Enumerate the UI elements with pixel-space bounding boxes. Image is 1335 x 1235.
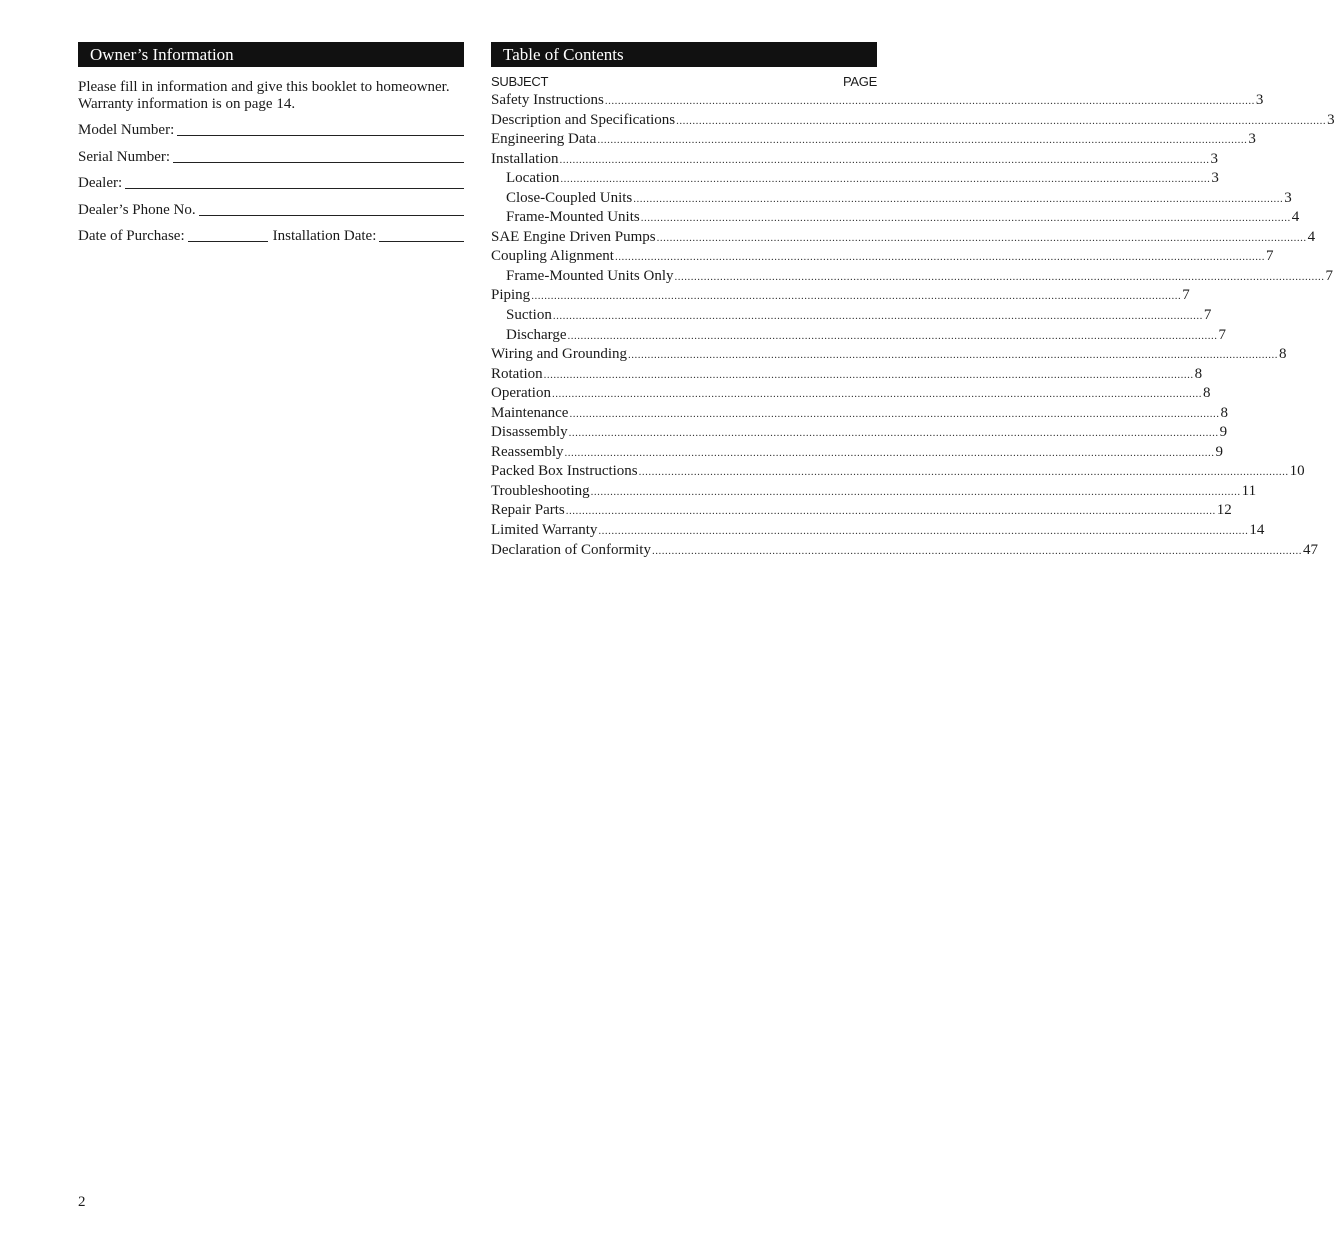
toc-entry[interactable]: Frame-Mounted Units Only ........................................................................................................................................................................................................ 7 — [506, 267, 1333, 284]
toc-entry[interactable]: Limited Warranty ........................................................................................................................................................................................................ 14 — [491, 522, 1265, 539]
owners-information-intro: Please fill in information and give this booklet to homeowner. Warranty information is on page 14. — [78, 79, 450, 112]
toc-entry[interactable]: Suction ........................................................................................................................................................................................................ 7 — [506, 307, 1212, 324]
toc-entry[interactable]: Packed Box Instructions ........................................................................................................................................................................................................ 10 — [491, 463, 1305, 480]
toc-entry[interactable]: Description and Specifications ........................................................................................................................................................................................................ 3 — [491, 111, 1335, 128]
model-number-line[interactable] — [177, 135, 464, 136]
serial-number-field[interactable] — [78, 149, 464, 166]
toc-entry[interactable]: Discharge ........................................................................................................................................................................................................ 7 — [506, 326, 1227, 343]
owners-information-title: Owner’s Information — [78, 42, 464, 67]
dates-field[interactable] — [78, 228, 464, 245]
toc-entry[interactable]: Operation ........................................................................................................................................................................................................ 8 — [491, 385, 1211, 402]
model-number-label: Model Number: — [78, 122, 175, 138]
toc-subject-header: SUBJECT — [491, 74, 549, 89]
installation-date-line[interactable] — [379, 241, 464, 242]
toc-entry[interactable]: Close-Coupled Units ........................................................................................................................................................................................................ 3 — [506, 189, 1292, 206]
toc-entry[interactable]: Disassembly ........................................................................................................................................................................................................ 9 — [491, 424, 1228, 441]
dealer-phone-field[interactable] — [78, 202, 464, 219]
table-of-contents-title: Table of Contents — [491, 42, 877, 67]
dealer-line[interactable] — [125, 188, 464, 189]
owner-fields — [78, 122, 464, 245]
toc-entry[interactable]: SAE Engine Driven Pumps ........................................................................................................................................................................................................ 4 — [491, 228, 1316, 245]
toc-entry[interactable]: Engineering Data ........................................................................................................................................................................................................ 3 — [491, 131, 1256, 148]
toc-entry[interactable]: Safety Instructions ........................................................................................................................................................................................................ 3 — [491, 92, 1264, 108]
owners-information-section — [78, 42, 464, 245]
toc-entry[interactable]: Wiring and Grounding ........................................................................................................................................................................................................ 8 — [491, 346, 1287, 363]
dealer-field[interactable] — [78, 175, 464, 192]
toc-entry[interactable]: Repair Parts ........................................................................................................................................................................................................ 12 — [491, 502, 1232, 519]
dealer-label: Dealer: — [78, 175, 123, 191]
page-number: 2 — [78, 1194, 86, 1210]
dealer-phone-label: Dealer’s Phone No. — [78, 201, 196, 218]
installation-date-label: Installation Date: — [272, 228, 377, 244]
toc-entry[interactable]: Maintenance ........................................................................................................................................................................................................ 8 — [491, 404, 1228, 421]
serial-number-label: Serial Number: — [78, 148, 171, 165]
toc-entry[interactable]: Location ........................................................................................................................................................................................................ 3 — [506, 170, 1219, 187]
toc-header-row — [491, 73, 877, 91]
toc-entry[interactable]: Installation ........................................................................................................................................................................................................ 3 — [491, 150, 1218, 167]
toc-entry[interactable]: Declaration of Conformity ........................................................................................................................................................................................................ 47 — [491, 541, 1318, 558]
toc-entry[interactable]: Rotation ........................................................................................................................................................................................................ 8 — [491, 365, 1203, 382]
toc-entry[interactable]: Reassembly ........................................................................................................................................................................................................ 9 — [491, 443, 1223, 460]
toc-entry[interactable]: Troubleshooting ........................................................................................................................................................................................................ 11 — [491, 482, 1257, 499]
table-of-contents-section — [491, 42, 1335, 560]
toc-entry[interactable]: Coupling Alignment ........................................................................................................................................................................................................ 7 — [491, 248, 1274, 265]
toc-list — [491, 91, 1335, 560]
toc-page-header: PAGE — [843, 74, 877, 89]
dealer-phone-line[interactable] — [199, 215, 464, 216]
toc-entry[interactable]: Frame-Mounted Units ........................................................................................................................................................................................................ 4 — [506, 209, 1300, 226]
serial-number-line[interactable] — [173, 162, 464, 163]
date-of-purchase-label: Date of Purchase: — [78, 228, 185, 244]
model-number-field[interactable] — [78, 122, 464, 139]
toc-entry[interactable]: Piping ........................................................................................................................................................................................................ 7 — [491, 287, 1190, 304]
date-of-purchase-line[interactable] — [188, 241, 268, 242]
